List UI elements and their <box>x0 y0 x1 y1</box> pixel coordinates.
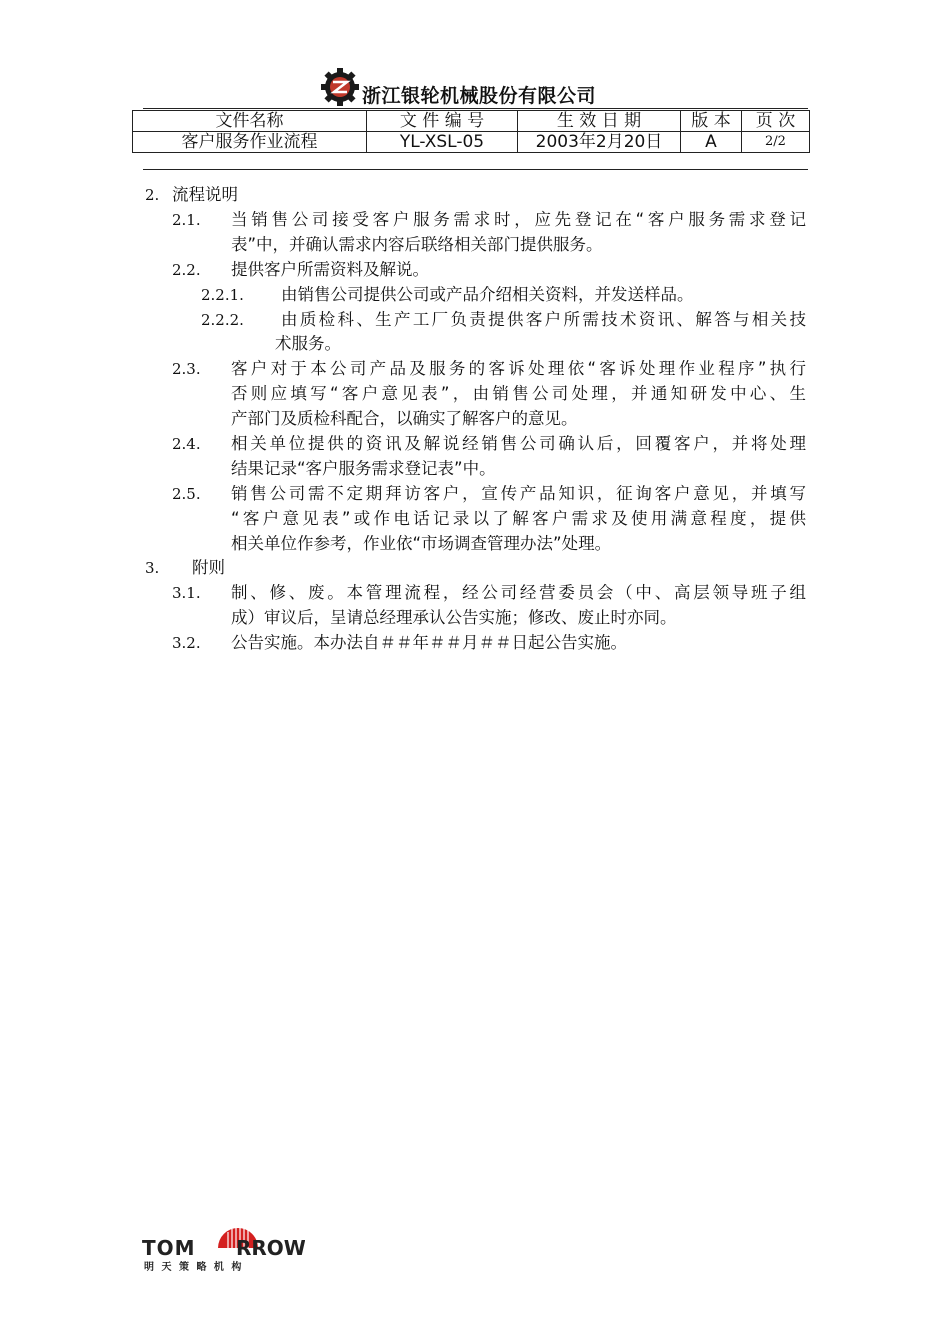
company-header <box>320 66 596 108</box>
header-top-rule <box>143 108 808 109</box>
subitem-number: 2.2.2. <box>201 311 244 329</box>
item-text-line: 由质检科、生产工厂负责提供客户所需技术资讯、解答与相关技 <box>281 310 806 329</box>
value-page: 2/2 <box>742 132 810 153</box>
value-effective-date: 2003年2月20日 <box>518 132 681 153</box>
item-number: 2.2. <box>172 261 201 279</box>
gear-logo-icon <box>320 67 360 107</box>
header-file-number: 文 件 编 号 <box>367 111 518 132</box>
header-file-name: 文件名称 <box>133 111 367 132</box>
item-text-line: 制、修、废。本管理流程，经公司经营委员会（中、高层领导班子组 <box>231 583 806 602</box>
item-text-line: 否则应填写“客户意见表”，由销售公司处理，并通知研发中心、生 <box>231 384 806 403</box>
section-title: 流程说明 <box>172 185 238 204</box>
item-text-line: 相关单位作参考，作业依“市场调查管理办法”处理。 <box>231 534 612 553</box>
value-version: A <box>681 132 742 153</box>
section-title: 附则 <box>192 558 225 577</box>
item-text-line: 结果记录“客户服务需求登记表”中。 <box>231 459 496 478</box>
item-number: 2.1. <box>172 211 201 229</box>
item-number: 2.3. <box>172 360 201 378</box>
item-text-line: 销售公司需不定期拜访客户，宣传产品知识，征询客户意见，并填写 <box>231 484 806 503</box>
item-text-line: 提供客户所需资料及解说。 <box>231 260 429 279</box>
header-page: 页 次 <box>742 111 810 132</box>
item-number: 3.1. <box>172 584 201 602</box>
value-file-name: 客户服务作业流程 <box>133 132 367 153</box>
svg-text:明 天 策 略 机 构: 明 天 策 略 机 构 <box>144 1262 244 1272</box>
item-number: 2.5. <box>172 485 201 503</box>
section-number: 2. <box>145 186 160 204</box>
item-text-line: 客户对于本公司产品及服务的客诉处理依“客诉处理作业程序”执行 <box>231 359 806 378</box>
document-info-table <box>132 110 810 153</box>
item-text-line: 产部门及质检科配合，以确实了解客户的意见。 <box>231 409 578 428</box>
item-text-line: 成）审议后，呈请总经理承认公告实施；修改、废止时亦同。 <box>231 608 677 627</box>
header-effective-date: 生 效 日 期 <box>518 111 681 132</box>
item-text-line: 相关单位提供的资讯及解说经销售公司确认后，回覆客户，并将处理 <box>231 434 806 453</box>
svg-text:TOM: TOM <box>142 1236 196 1260</box>
item-text-line: 由销售公司提供公司或产品介绍相关资料，并发送样品。 <box>281 285 694 304</box>
item-number: 3.2. <box>172 634 201 652</box>
item-text-line: 当销售公司接受客户服务需求时，应先登记在“客户服务需求登记 <box>231 210 806 229</box>
company-name: 浙江银轮机械股份有限公司 <box>362 84 597 107</box>
tomorrow-logo <box>140 1210 305 1272</box>
header-bottom-rule <box>143 169 808 170</box>
item-text-line: “客户意见表”或作电话记录以了解客户需求及使用满意程度，提供 <box>231 509 806 528</box>
table-value-row <box>133 132 810 153</box>
svg-text:RROW: RROW <box>236 1236 305 1260</box>
item-text-line: 公告实施。本办法自＃＃年＃＃月＃＃日起公告实施。 <box>231 633 627 652</box>
section-number: 3. <box>145 559 160 577</box>
item-text-line: 表”中，并确认需求内容后联络相关部门提供服务。 <box>231 235 603 254</box>
subitem-number: 2.2.1. <box>201 286 244 304</box>
item-text-line: 术服务。 <box>275 334 341 353</box>
item-number: 2.4. <box>172 435 201 453</box>
header-version: 版 本 <box>681 111 742 132</box>
value-file-number: YL-XSL-05 <box>367 132 518 153</box>
table-header-row <box>133 111 810 132</box>
